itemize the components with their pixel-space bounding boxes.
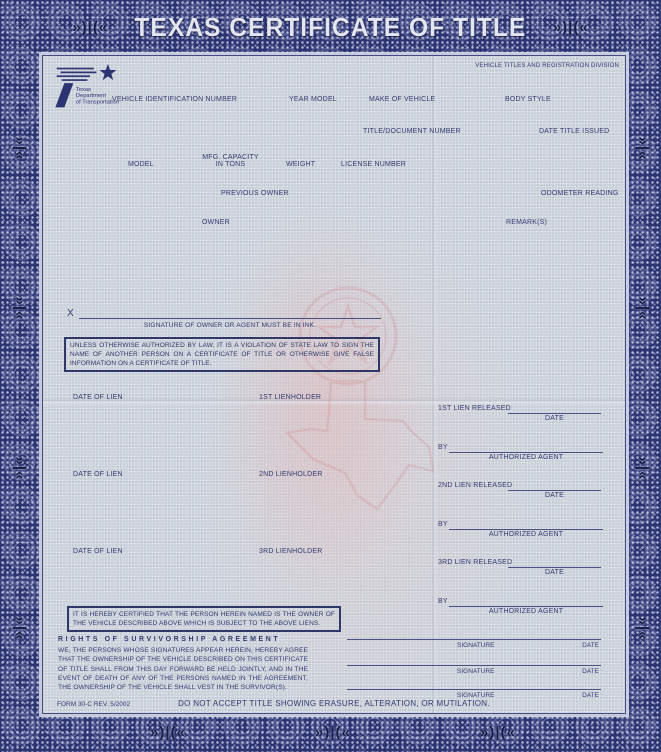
lien3-date-caption: DATE (545, 569, 564, 576)
border-ornament-icon: »)|(« (72, 19, 109, 36)
date-caption: DATE (582, 668, 599, 675)
field-label-vin: VEHICLE IDENTIFICATION NUMBER (112, 96, 238, 103)
form-number: FORM 30-C REV. 5/2002 (57, 701, 131, 708)
border-ornament-icon: »|« (634, 456, 652, 481)
signature-caption: SIGNATURE OF OWNER OR AGENT MUST BE IN INK. (143, 322, 317, 329)
signature-caption: SIGNATURE (457, 692, 495, 699)
border-ornament-icon: »|« (11, 456, 29, 481)
border-ornament-icon: »)|(« (150, 724, 186, 741)
date-caption: DATE (582, 642, 599, 649)
lien3-released-label: 3RD LIEN RELEASED (438, 559, 513, 566)
lien1-released-label: 1ST LIEN RELEASED (438, 405, 511, 412)
signature-caption: SIGNATURE (457, 642, 495, 649)
signature-caption: SIGNATURE (457, 668, 495, 675)
svg-text:of Transportation: of Transportation (75, 99, 120, 106)
lien3-date-of-lien-label: DATE OF LIEN (73, 548, 123, 555)
border-ornament-icon: »|« (634, 616, 652, 641)
border-ornament-icon: »|« (634, 296, 652, 321)
border-ornament-icon: »)|(« (480, 724, 516, 741)
division-label: VEHICLE TITLES AND REGISTRATION DIVISION (475, 63, 619, 69)
owner-certification-box: IT IS HEREBY CERTIFIED THAT THE PERSON HEREIN NAMED IS THE OWNER OF THE VEHICLE DESCRIBED ABOVE WHICH IS SUBJECT TO THE ABOVE LIENS. (67, 606, 341, 632)
lien2-agent-caption: AUTHORIZED AGENT (488, 531, 564, 538)
field-label-year-model: YEAR MODEL (289, 96, 337, 103)
border-ornament-icon: »|« (11, 296, 29, 321)
lien1-by-label: BY (438, 444, 448, 451)
field-label-title-document-number: TITLE/DOCUMENT NUMBER (363, 128, 461, 135)
certificate-paper (42, 55, 626, 714)
lien1-agent-line (449, 452, 603, 453)
lien2-holder-label: 2ND LIENHOLDER (259, 471, 323, 478)
lien1-date-of-lien-label: DATE OF LIEN (73, 394, 123, 401)
lien1-date-caption: DATE (545, 415, 564, 422)
lien1-released-date-line (508, 413, 601, 414)
lien3-by-label: BY (438, 598, 448, 605)
lien2-released-label: 2ND LIEN RELEASED (438, 482, 513, 489)
owner-signature-line (79, 318, 381, 319)
lien3-agent-line (449, 606, 603, 607)
lien2-agent-line (449, 529, 603, 530)
lien1-holder-label: 1ST LIENHOLDER (259, 394, 322, 401)
field-label-model: MODEL (128, 161, 154, 168)
lien3-released-date-line (508, 567, 601, 568)
svg-text:Department: Department (75, 93, 106, 100)
svg-text:Texas: Texas (75, 86, 91, 93)
lien3-holder-label: 3RD LIENHOLDER (259, 548, 323, 555)
survivorship-signature-row (347, 639, 601, 654)
field-label-odometer-reading: ODOMETER READING (541, 190, 619, 197)
survivorship-heading: RIGHTS OF SURVIVORSHIP AGREEMENT (58, 636, 281, 643)
field-label-previous-owner: PREVIOUS OWNER (221, 190, 289, 197)
lien2-date-of-lien-label: DATE OF LIEN (73, 471, 123, 478)
lien1-agent-caption: AUTHORIZED AGENT (488, 454, 564, 461)
field-label-license-number: LICENSE NUMBER (341, 161, 407, 168)
field-label-date-title-issued: DATE TITLE ISSUED (539, 128, 610, 135)
footer-warning: DO NOT ACCEPT TITLE SHOWING ERASURE, ALTERATION, OR MUTILATION. (178, 699, 490, 708)
field-label-body-style: BODY STYLE (505, 96, 551, 103)
lien3-agent-caption: AUTHORIZED AGENT (488, 608, 564, 615)
field-label-weight: WEIGHT (286, 161, 316, 168)
field-label-make: MAKE OF VEHICLE (369, 96, 436, 103)
border-ornament-icon: »|« (634, 136, 652, 161)
title-band (0, 0, 661, 55)
lien2-by-label: BY (438, 521, 448, 528)
signature-x-mark: X (67, 308, 74, 319)
border-ornament-icon: »)|(« (315, 724, 351, 741)
survivorship-body: WE, THE PERSONS WHOSE SIGNATURES APPEAR HEREIN, HEREBY AGREE THAT THE OWNERSHIP OF THE VEHICLE DESCRIBED ON THIS CERTIFICATE OF TITLE SHALL FROM THIS DAY FORWARD BE HELD JOINTLY, AND IN THE EVENT OF DEATH OF ANY OF THE PERSONS NAMED IN THE AGREEMENT, THE OWNERSHIP OF THE VEHICLE SHALL VEST IN THE SURVIVOR(S). (58, 647, 308, 692)
border-ornament-icon: »|« (11, 136, 29, 161)
field-label-remarks: REMARK(S) (506, 219, 548, 226)
border-ornament-icon: »|« (11, 616, 29, 641)
field-label-owner: OWNER (202, 219, 230, 226)
date-caption: DATE (582, 692, 599, 699)
survivorship-signature-row (347, 665, 601, 680)
false-information-warning-box: UNLESS OTHERWISE AUTHORIZED BY LAW, IT IS A VIOLATION OF STATE LAW TO SIGN THE NAME OF ANOTHER PERSON ON A CERTIFICATE OF TITLE OR OTHERWISE GIVE FALSE INFORMATION ON A CERTIFICATE OF TITLE. (64, 337, 380, 372)
field-label-mfg-capacity: MFG. CAPACITY IN TONS (202, 154, 259, 168)
border-ornament-icon: »)|(« (552, 19, 589, 36)
lien2-date-caption: DATE (545, 492, 564, 499)
page-title: TEXAS CERTIFICATE OF TITLE (134, 12, 527, 42)
lien2-released-date-line (508, 490, 601, 491)
